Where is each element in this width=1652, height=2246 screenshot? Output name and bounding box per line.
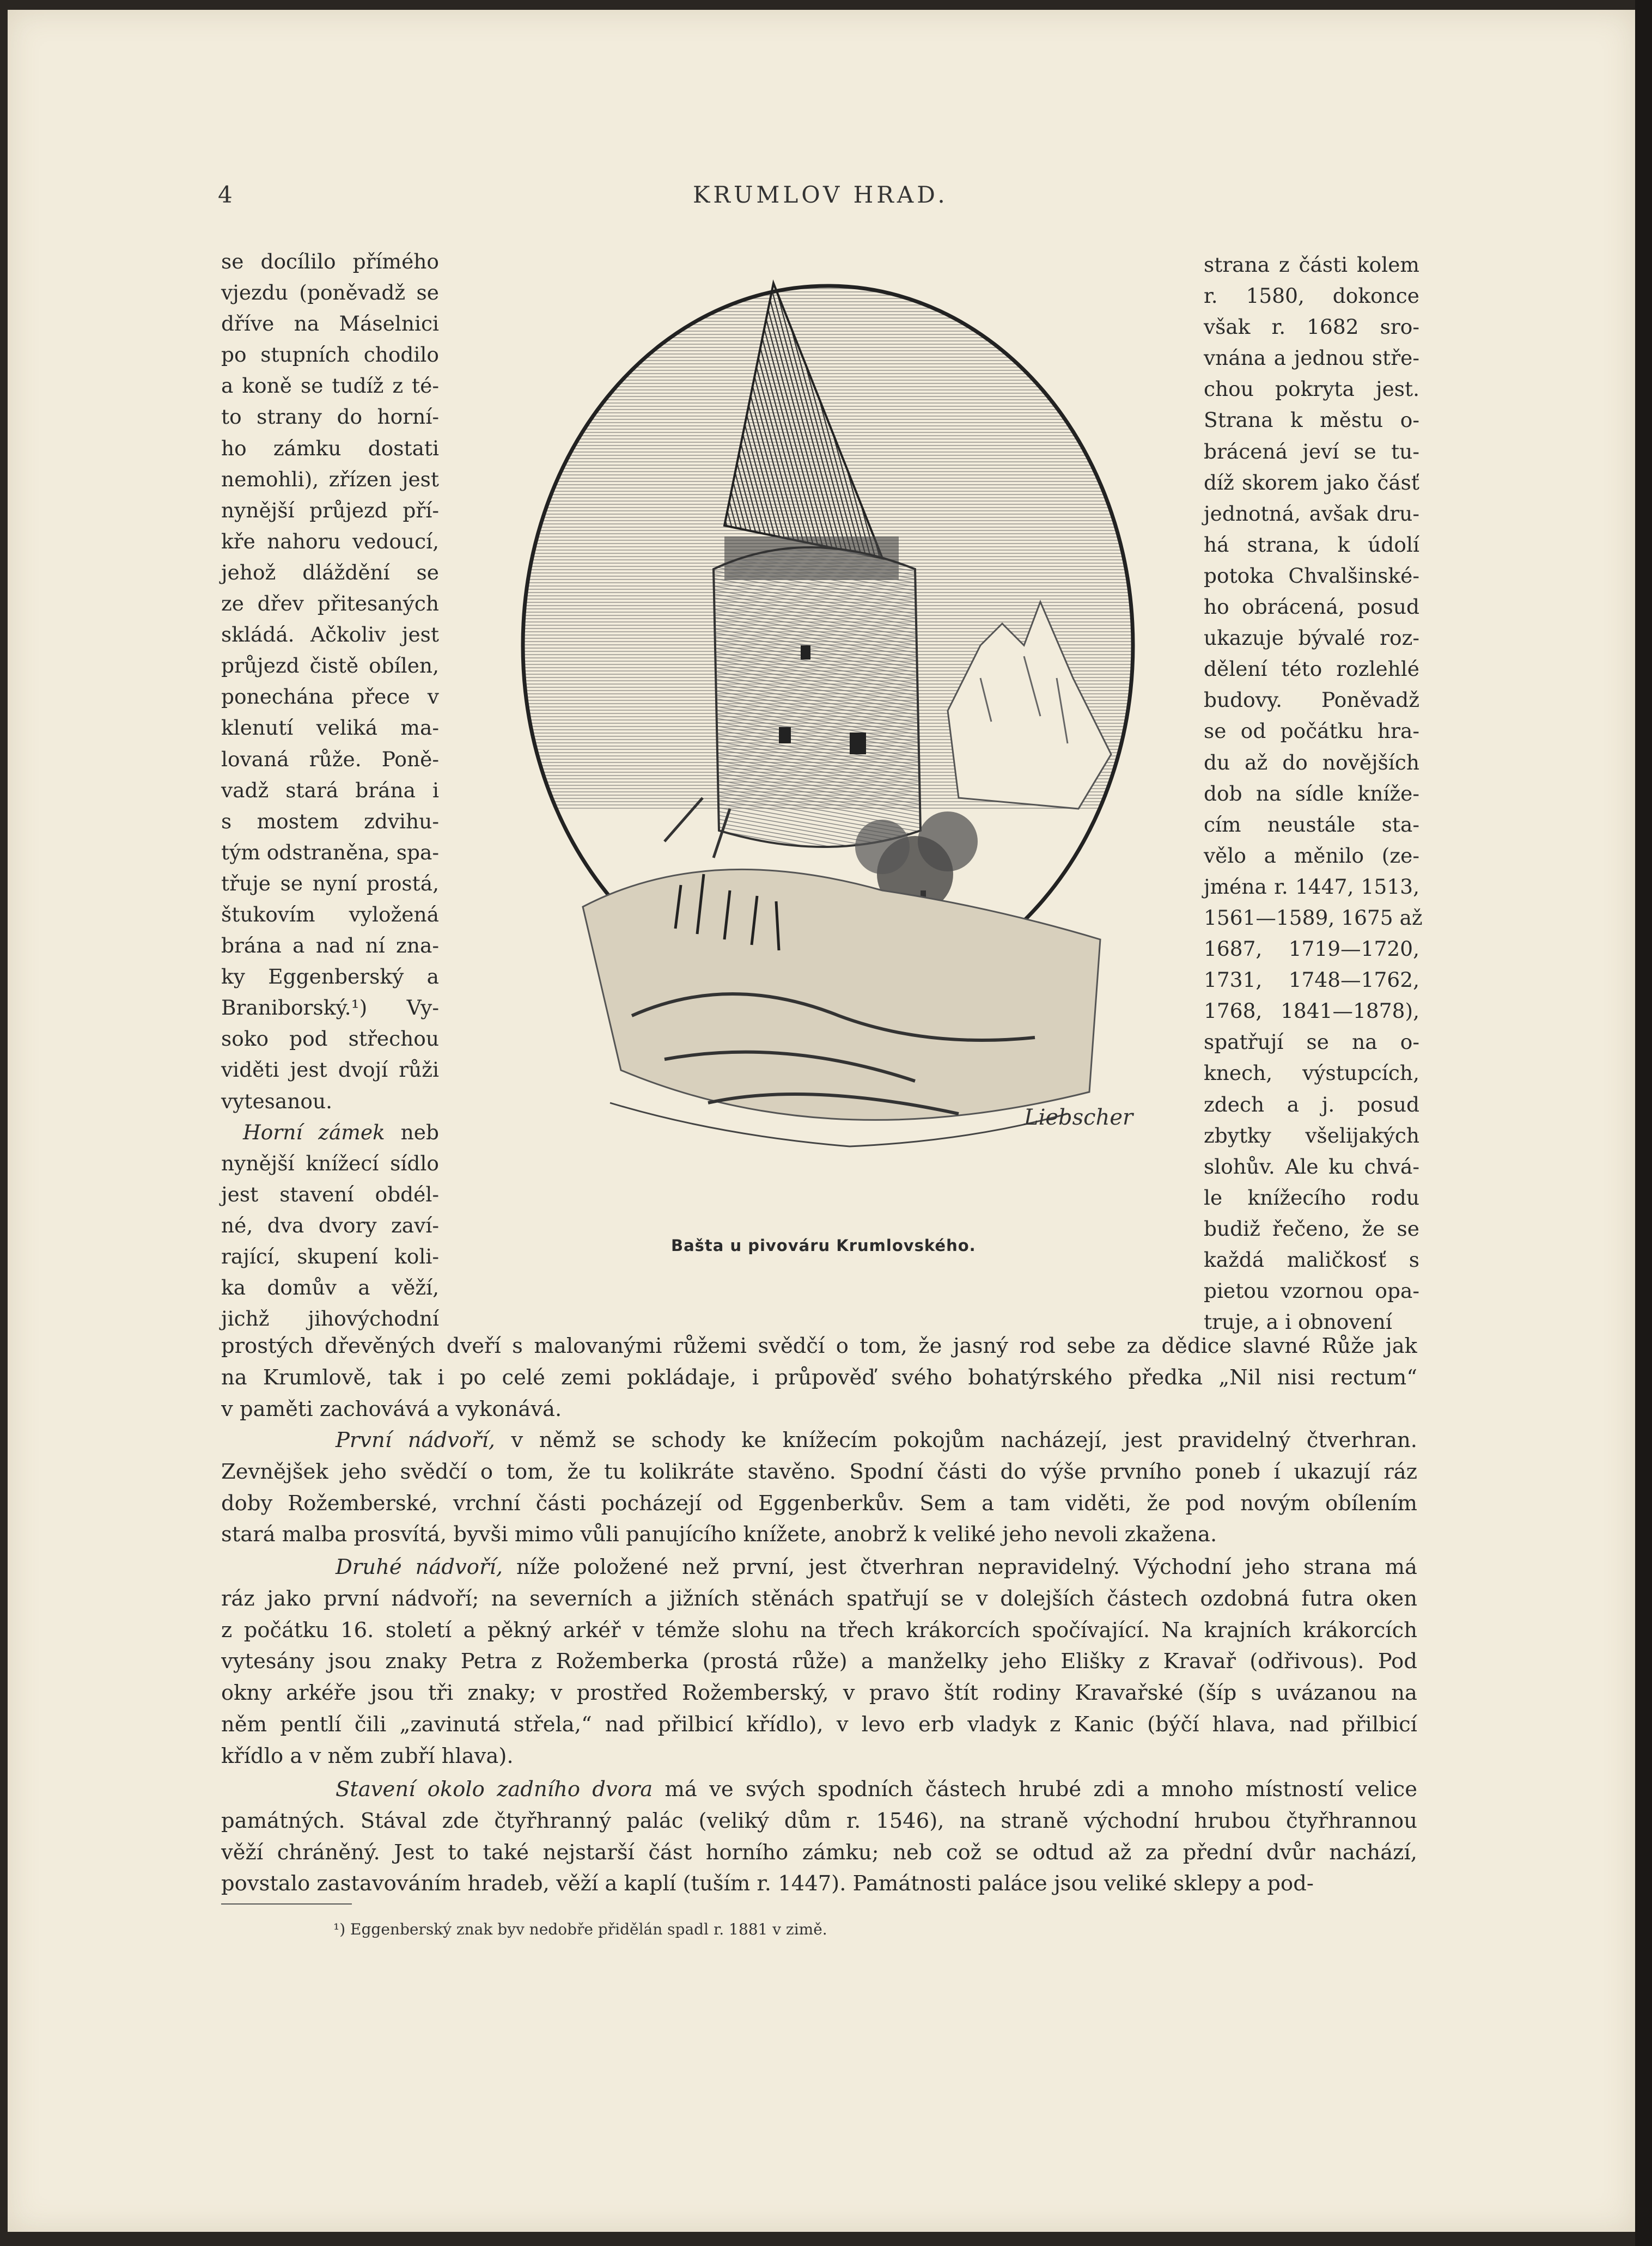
paragraph-first-courtyard (221, 1425, 1417, 1551)
footnote-rule (221, 1903, 352, 1905)
column-line: há strana, k údolí (1204, 532, 1419, 557)
column-line: ka domův a věží, (221, 1275, 439, 1300)
column-line: nynější průjezd pří- (221, 498, 439, 522)
text-line: památných. Stával zde čtyřhranný palác (veliký dům r. 1546), na straně východní hrubou čtyřhrannou (221, 1808, 1417, 1833)
text-line: v paměti zachovává a vykonává. (221, 1396, 562, 1421)
column-line: jest stavení obdél- (221, 1182, 439, 1206)
column-line: budovy. Poněvadž (1204, 688, 1419, 712)
tower-wall (714, 547, 921, 847)
column-line: každá maličkosť s (1204, 1248, 1419, 1272)
column-line: né, dva dvory zaví- (221, 1213, 439, 1237)
text-line: Zevnějšek jeho svědčí o tom, že tu kolikráte stavěno. Spodní části do výše prvního poneb í ukazují ráz (221, 1459, 1417, 1484)
column-line: kře nahoru vedoucí, (221, 529, 439, 553)
text-line: věží chráněný. Jest to také nejstarší část horního zámku; neb což se odtud až za přední dvůr nachází, (221, 1840, 1417, 1865)
text-line: na Krumlově, tak i po celé zemi pokládaje, i průpověď svého bohatýrského předka „Nil nisi rectum“ (221, 1365, 1417, 1390)
column-line: Braniborský.¹) Vy- (221, 996, 439, 1020)
column-line: nemohli), zřízen jest (221, 467, 439, 491)
column-line: soko pod střechou (221, 1027, 439, 1051)
paragraph-lead: První nádvoří, (336, 1428, 495, 1452)
column-line: ponechána přece v (221, 685, 439, 709)
column-line: dělení této rozlehlé (1204, 657, 1419, 681)
column-line: 1768, 1841—1878), (1204, 999, 1419, 1023)
column-line: ho obrácená, posud (1204, 595, 1419, 619)
column-line: průjezd čistě obílen, (221, 654, 439, 678)
column-line: pietou vzornou opa- (1204, 1279, 1419, 1303)
column-line: rající, skupení koli- (221, 1244, 439, 1268)
text-line: Druhé nádvoří, níže položené než první, jest čtverhran nepravidelný. Východní jeho strana má (336, 1555, 1417, 1579)
column-line: potoka Chvalšinské- (1204, 563, 1419, 588)
left-text-column (221, 246, 439, 1334)
column-line: knech, výstupcích, (1204, 1061, 1419, 1085)
column-line: ky Eggenberský a (221, 965, 439, 989)
column-line: Strana k městu o- (1204, 408, 1419, 432)
column-line: 1561—1589, 1675 až (1204, 905, 1423, 930)
column-line: vnána a jednou stře- (1204, 346, 1419, 370)
hillside (583, 869, 1100, 1120)
column-line: se od počátku hra- (1204, 719, 1419, 743)
column-line: ukazuje bývalé roz- (1204, 626, 1419, 650)
column-line: spatřují se na o- (1204, 1030, 1419, 1054)
column-line: zdech a j. posud (1204, 1092, 1419, 1116)
column-line: Horní zámek neb (243, 1120, 439, 1144)
column-line: truje, a i obnovení (1204, 1310, 1392, 1334)
column-line: díž skorem jako čásť (1204, 470, 1419, 495)
column-line: nynější knížecí sídlo (221, 1151, 439, 1175)
column-line: dříve na Máselnici (221, 312, 439, 336)
column-line: lovaná růže. Poně- (221, 747, 439, 771)
text-line: okny arkéře jsou tři znaky; v prostřed Rožemberský, v pravo štít rodiny Kravařské (šíp s uvázanou na (221, 1681, 1417, 1706)
column-line: po stupních chodilo (221, 343, 439, 367)
column-line: brána a nad ní zna- (221, 933, 439, 958)
text-line: Stavení okolo zadního dvora má ve svých spodních částech hrubé zdi a mnoho místností velice (336, 1777, 1417, 1802)
column-line: zbytky všelijakých (1204, 1123, 1419, 1148)
column-line: dob na sídle kníže- (1204, 781, 1419, 805)
column-line: vadž stará brána i (221, 778, 439, 802)
column-line: vjezdu (poněvadž se (221, 280, 439, 305)
full-width-intro (221, 1330, 1417, 1425)
page-number: 4 (218, 181, 236, 208)
column-line: le knížecího rodu (1204, 1185, 1419, 1210)
footnote: ¹) Eggenberský znak byv nedobře přidělán spadl r. 1881 v zimě. (333, 1920, 827, 1938)
column-line: vělo a měnilo (ze- (1204, 843, 1419, 868)
column-line: strana z části kolem (1204, 253, 1419, 277)
column-line: du až do novějších (1204, 750, 1419, 774)
text-line: něm pentlí čili „zavinutá střela,“ nad přilbicí křídlo), v levo erb vladyk z Kanic (býčí hlava, nad přilbicí (221, 1712, 1417, 1737)
text-line: z počátku 16. století a pěkný arkéř v témže slohu na třech krákorcích spočívající. Na krajních krákorcích (221, 1618, 1417, 1643)
column-line: 1687, 1719—1720, (1204, 937, 1419, 961)
artist-signature: Liebscher (1024, 1105, 1133, 1130)
column-line: slohův. Ale ku chvá- (1204, 1154, 1419, 1179)
column-line: jichž jihovýchodní (221, 1307, 439, 1331)
column-line: to strany do horní- (221, 405, 439, 429)
column-line: třuje se nyní prostá, (221, 871, 439, 895)
column-line: ze dřev přitesaných (221, 591, 439, 616)
column-line: s mostem zdvihu- (221, 809, 439, 833)
text-line: prostých dřevěných dveří s malovanými růžemi svědčí o tom, že jasný rod sebe za dědice slavné Růže jak (221, 1334, 1417, 1358)
column-line: 1731, 1748—1762, (1204, 968, 1419, 992)
text-line: křídlo a v něm zubří hlava). (221, 1743, 514, 1768)
text-line: doby Rožemberské, vrchní části pocházejí od Eggenberkův. Sem a tam viděti, že pod novým obílením (221, 1491, 1417, 1516)
page-edge (1635, 0, 1652, 2246)
column-line: chou pokryta jest. (1204, 377, 1419, 401)
column-line: však r. 1682 sro- (1204, 315, 1419, 339)
column-line: viděti jest dvojí růži (221, 1058, 439, 1082)
paragraph-lead: Druhé nádvoří, (336, 1555, 503, 1579)
column-line: se docílilo přímého (221, 249, 439, 273)
column-line: budiž řečeno, že se (1204, 1216, 1419, 1241)
text-line: vytesány jsou znaky Petra z Rožemberka (prostá růže) a manželky jeho Elišky z Kravař (odřivous). Pod (221, 1649, 1417, 1674)
paragraph-second-courtyard (221, 1552, 1417, 1772)
paragraph-rear-courtyard (221, 1774, 1417, 1900)
text-line: povstalo zastavováním hradeb, věží a kaplí (tuším r. 1447). Památnosti paláce jsou veliké sklepy a pod- (221, 1871, 1314, 1896)
column-line: vytesanou. (221, 1089, 333, 1113)
text-line: ráz jako první nádvoří; na severních a jižních stěnách spatřují se v dolejších částech ozdobná futra oken (221, 1586, 1417, 1611)
column-line: tým odstraněna, spa- (221, 840, 439, 864)
column-line: skládá. Ačkoliv jest (221, 622, 439, 647)
column-line: jména r. 1447, 1513, (1204, 874, 1419, 899)
illustration-caption: Bašta u pivováru Krumlovského. (671, 1236, 976, 1255)
running-title: KRUMLOV HRAD. (693, 181, 948, 208)
paragraph-lead: Stavení okolo zadního dvora (336, 1777, 653, 1802)
text-line: První nádvoří, v němž se schody ke knížecím pokojům nacházejí, jest pravidelný čtverhran. (336, 1428, 1417, 1452)
column-line: cím neustále sta- (1204, 812, 1419, 837)
text-line: stará malba prosvítá, byvši mimo vůli panujícího knížete, anobrž k veliké jeho nevoli zkažena. (221, 1522, 1217, 1547)
column-line: r. 1580, dokonce (1204, 284, 1419, 308)
column-line: ho zámku dostati (221, 436, 439, 460)
column-line: klenutí veliká ma- (221, 716, 439, 740)
right-text-column (1204, 249, 1423, 1338)
column-line: jednotná, avšak dru- (1204, 501, 1419, 526)
column-line: štukovím vyložená (221, 902, 439, 926)
tower-illustration (501, 264, 1155, 1234)
column-line: jehož dláždění se (221, 560, 439, 584)
column-line: brácená jeví se tu- (1204, 439, 1419, 463)
column-line: a koně se tudíž z té- (221, 374, 439, 398)
